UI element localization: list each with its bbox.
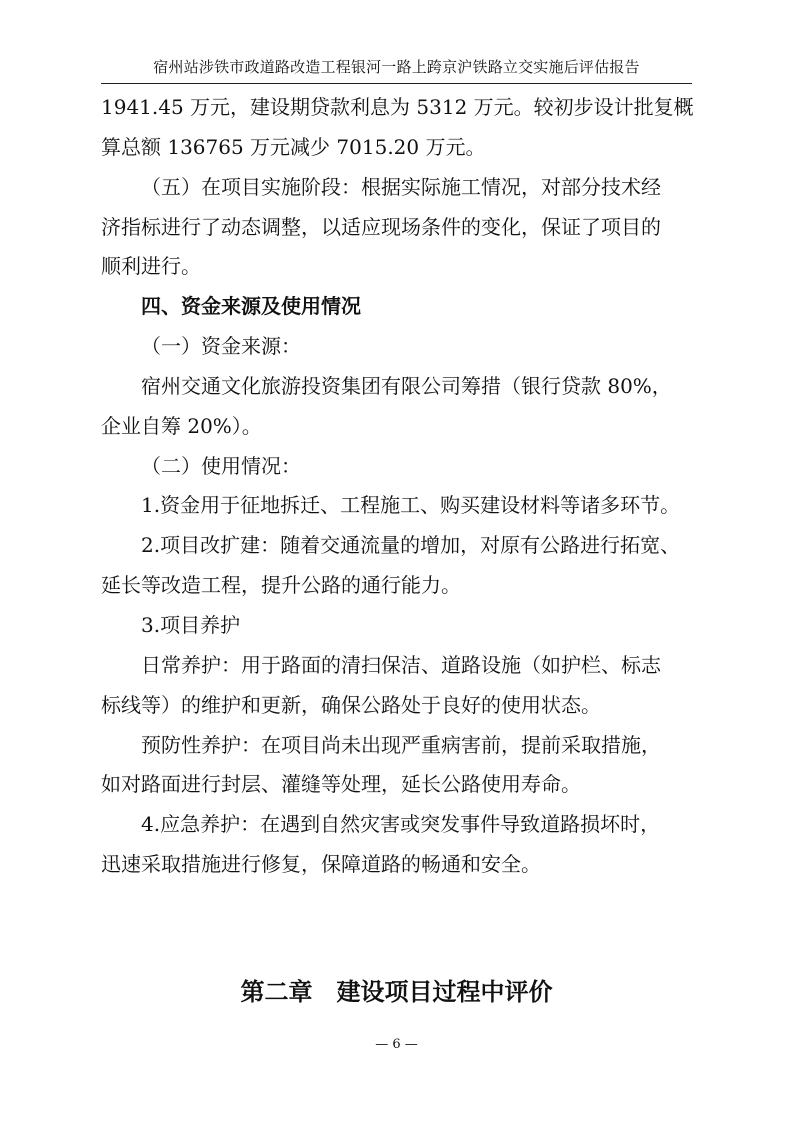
paragraph-line: 算总额 136765 万元减少 7015.20 万元。 bbox=[101, 134, 486, 159]
paragraph-line: 济指标进行了动态调整，以适应现场条件的变化，保证了项目的 bbox=[101, 214, 661, 239]
paragraph-line: 标线等）的维护和更新，确保公路处于良好的使用状态。 bbox=[101, 692, 601, 717]
header-rule bbox=[101, 83, 692, 84]
subsection-heading: （一）资金来源： bbox=[141, 334, 301, 359]
paragraph-line: （五）在项目实施阶段：根据实际施工情况，对部分技术经 bbox=[141, 174, 661, 199]
chapter-heading: 第二章 建设项目过程中评价 bbox=[240, 977, 553, 1006]
paragraph-line: 如对路面进行封层、灌缝等处理，延长公路使用寿命。 bbox=[101, 772, 581, 797]
paragraph-line: 迅速采取措施进行修复，保障道路的畅通和安全。 bbox=[101, 852, 541, 877]
running-header: 宿州站涉铁市政道路改造工程银河一路上跨京沪铁路立交实施后评估报告 bbox=[153, 58, 640, 76]
paragraph-line: 1941.45 万元，建设期贷款利息为 5312 万元。较初步设计批复概 bbox=[101, 95, 694, 119]
paragraph-line: 企业自筹 20%）。 bbox=[101, 413, 262, 438]
page-number: — 6 — bbox=[375, 1037, 418, 1052]
list-item: 4.应急养护：在遇到自然灾害或突发事件导致道路损坏时， bbox=[141, 812, 661, 837]
paragraph-line: 延长等改造工程，提升公路的通行能力。 bbox=[101, 573, 461, 598]
list-item: 1.资金用于征地拆迁、工程施工、购买建设材料等诸多环节。 bbox=[141, 493, 681, 518]
subsection-heading: （二）使用情况： bbox=[141, 453, 301, 478]
paragraph-line: 宿州交通文化旅游投资集团有限公司筹措（银行贷款 80%， bbox=[141, 373, 672, 398]
list-item: 2.项目改扩建：随着交通流量的增加，对原有公路进行拓宽、 bbox=[141, 533, 681, 558]
document-body bbox=[101, 88, 696, 885]
paragraph-line: 预防性养护：在项目尚未出现严重病害前，提前采取措施， bbox=[141, 732, 661, 757]
section-heading: 四、资金来源及使用情况 bbox=[141, 294, 361, 319]
list-item: 3.项目养护 bbox=[141, 612, 241, 637]
paragraph-line: 顺利进行。 bbox=[101, 254, 201, 279]
paragraph-line: 日常养护：用于路面的清扫保洁、道路设施（如护栏、标志 bbox=[141, 652, 661, 677]
